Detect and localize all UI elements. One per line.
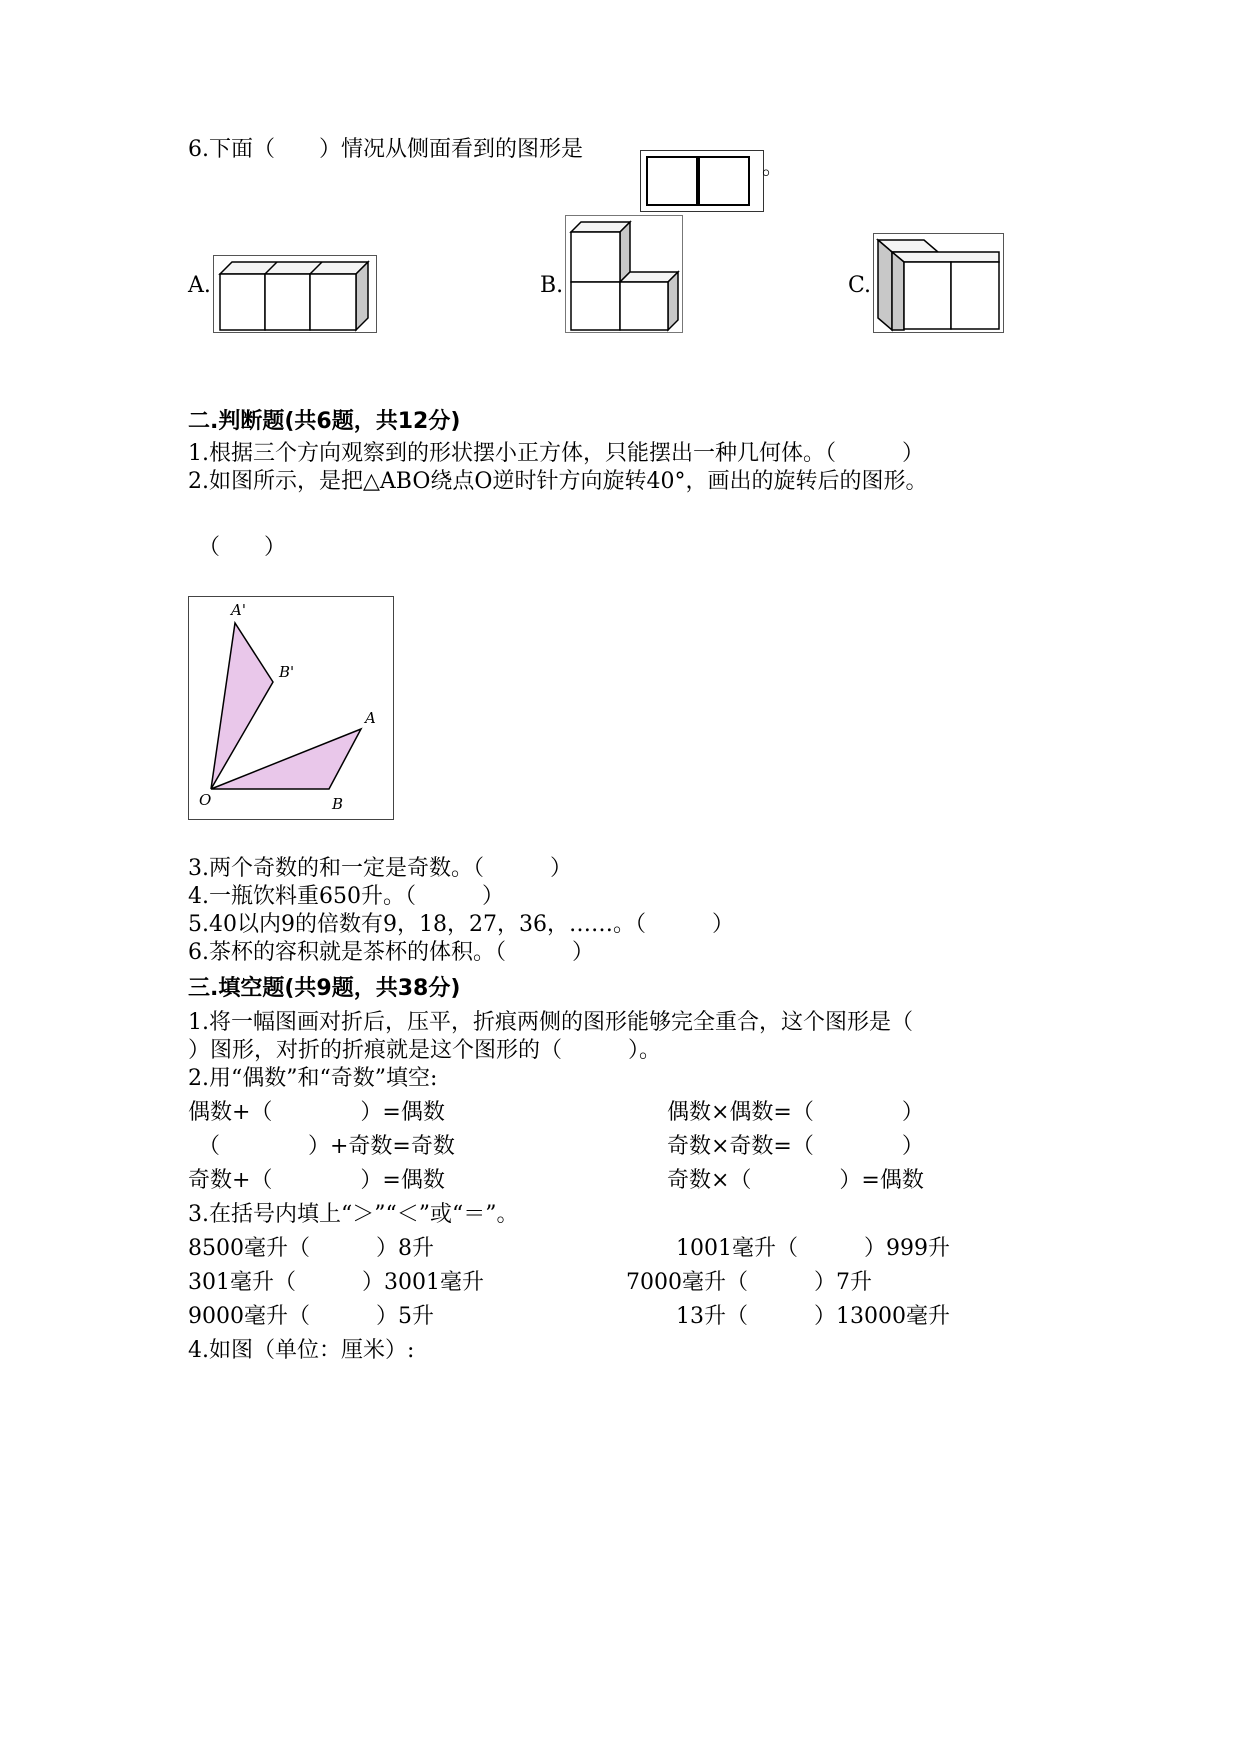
q2-left-1: 偶数+（ ）=偶数 <box>188 1100 445 1125</box>
section-2-item-4: 4.一瓶饮料重650升。（ ） <box>188 884 504 909</box>
side-view-figure <box>640 150 764 212</box>
section-2-item-2: 2.如图所示，是把△ABO绕点O逆时针方向旋转40°，画出的旋转后的图形。 <box>188 469 928 494</box>
section-2-item-3: 3.两个奇数的和一定是奇数。（ ） <box>188 856 572 881</box>
q2-right-1: 偶数×偶数=（ ） <box>667 1100 924 1125</box>
q2-left-2: （ ）+奇数=奇数 <box>198 1134 455 1159</box>
section-2-item-5: 5.40以内9的倍数有9，18，27，36，……。（ ） <box>188 912 734 937</box>
q3-row-2-left: 301毫升（ ）3001毫升 <box>188 1270 484 1295</box>
q2-left-3: 奇数+（ ）=偶数 <box>188 1168 445 1193</box>
section-2-item-1: 1.根据三个方向观察到的形状摆小正方体，只能摆出一种几何体。（ ） <box>188 441 924 466</box>
label-b-prime: B' <box>279 663 295 681</box>
section-2-item-6: 6.茶杯的容积就是茶杯的体积。（ ） <box>188 940 594 965</box>
section-3-q1-line-2: ）图形，对折的折痕就是这个图形的（ ）。 <box>188 1038 662 1063</box>
label-a: A <box>365 709 376 727</box>
option-c-cubes-figure[interactable] <box>873 233 1004 333</box>
q3-row-2-right: 7000毫升（ ）7升 <box>626 1270 872 1295</box>
option-b-label: B. <box>540 273 564 298</box>
q2-right-2: 奇数×奇数=（ ） <box>667 1134 924 1159</box>
q3-row-3-right: 13升（ ）13000毫升 <box>676 1304 950 1329</box>
label-o: O <box>199 791 212 809</box>
q3-row-1-right: 1001毫升（ ）999升 <box>676 1236 950 1261</box>
section-2-item-2-blank: （ ） <box>198 535 287 560</box>
q3-row-3-left: 9000毫升（ ）5升 <box>188 1304 434 1329</box>
option-a-cubes-figure[interactable] <box>213 255 377 333</box>
q3-row-1-left: 8500毫升（ ）8升 <box>188 1236 434 1261</box>
option-a-label: A. <box>188 273 211 298</box>
rotation-figure <box>188 596 394 820</box>
option-c-label: C. <box>848 273 872 298</box>
section-3-q1-line-1: 1.将一幅图画对折后，压平，折痕两侧的图形能够完全重合，这个图形是（ <box>188 1010 913 1035</box>
section-3-q3: 3.在括号内填上“＞”“＜”或“＝”。 <box>188 1202 519 1227</box>
section-3-q4: 4.如图（单位：厘米）: <box>188 1338 415 1363</box>
label-a-prime: A' <box>231 601 246 619</box>
question-6-text: 6.下面（ ）情况从侧面看到的图形是 <box>188 137 583 162</box>
question-6-end: 。 <box>762 155 785 180</box>
section-2-title: 二.判断题(共6题，共12分) <box>188 409 461 434</box>
section-3-title: 三.填空题(共9题，共38分) <box>188 976 461 1001</box>
q2-right-3: 奇数×（ ）=偶数 <box>667 1168 924 1193</box>
label-b: B <box>332 795 344 813</box>
option-b-cubes-figure[interactable] <box>565 215 683 333</box>
section-3-q2: 2.用“偶数”和“奇数”填空: <box>188 1066 438 1091</box>
